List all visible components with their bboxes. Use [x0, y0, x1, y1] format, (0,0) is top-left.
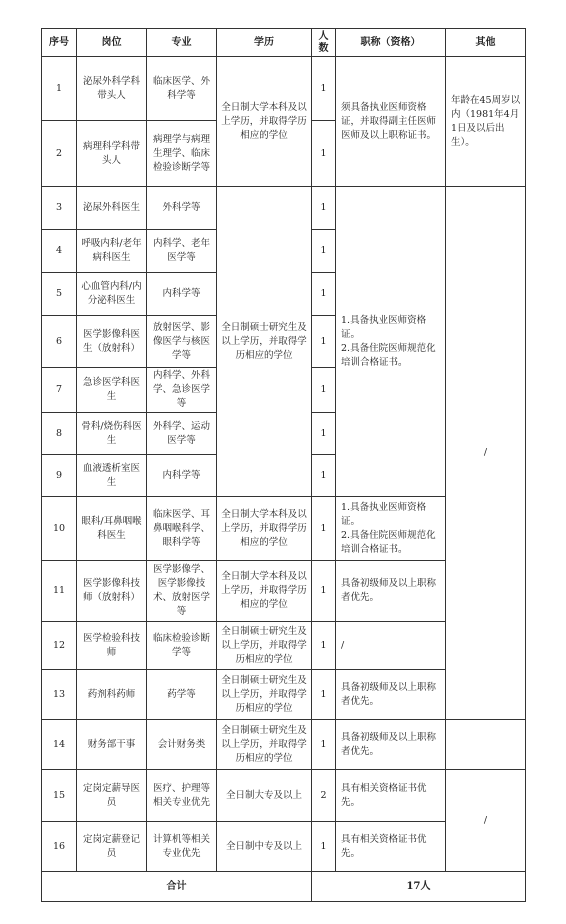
row-count: 1 [312, 368, 336, 413]
row-title-qualification: 具备初级师及以上职称者优先。 [336, 561, 446, 622]
row-other: / [446, 187, 526, 720]
row-title-qualification: / [336, 622, 446, 670]
row-count: 2 [312, 770, 336, 822]
row-major: 外科学、运动医学等 [147, 413, 217, 455]
row-title-qualification: 具有相关资格证书优先。 [336, 770, 446, 822]
row-position: 医学影像科医生（放射科） [77, 316, 147, 368]
row-education: 全日制大专及以上 [217, 770, 312, 822]
row-position: 病理科学科带头人 [77, 121, 147, 187]
header-title-qualification: 职称（资格） [336, 29, 446, 57]
row-title-qualification: 1.具备执业医师资格证。 2.具备住院医师规范化培训合格证书。 [336, 497, 446, 561]
row-position: 骨科/烧伤科医生 [77, 413, 147, 455]
row-other: 年龄在45周岁以内（1981年4月1日及以后出生）。 [446, 57, 526, 187]
row-no: 4 [42, 230, 77, 273]
row-education: 全日制硕士研究生及以上学历，并取得学历相应的学位 [217, 187, 312, 497]
row-major: 药学等 [147, 670, 217, 720]
row-major: 外科学等 [147, 187, 217, 230]
row-title-qualification: 1.具备执业医师资格证。 2.具备住院医师规范化培训合格证书。 [336, 187, 446, 497]
header-no: 序号 [42, 29, 77, 57]
row-no: 11 [42, 561, 77, 622]
total-label: 合计 [42, 872, 312, 902]
row-major: 内科学、外科学、急诊医学等 [147, 368, 217, 413]
row-no: 8 [42, 413, 77, 455]
row-title-qualification: 须具备执业医师资格证，并取得副主任医师医师及以上职称证书。 [336, 57, 446, 187]
row-count: 1 [312, 316, 336, 368]
row-major: 医学影像学、医学影像技术、放射医学等 [147, 561, 217, 622]
row-position: 急诊医学科医生 [77, 368, 147, 413]
header-major: 专业 [147, 29, 217, 57]
row-other: / [446, 770, 526, 872]
row-no: 15 [42, 770, 77, 822]
row-position: 眼科/耳鼻咽喉科医生 [77, 497, 147, 561]
table-row [42, 187, 526, 230]
row-count: 1 [312, 57, 336, 121]
row-major: 病理学与病理生理学、临床检验诊断学等 [147, 121, 217, 187]
row-major: 临床检验诊断学等 [147, 622, 217, 670]
row-no: 14 [42, 720, 77, 770]
row-position: 医学检验科技师 [77, 622, 147, 670]
row-major: 医疗、护理等相关专业优先 [147, 770, 217, 822]
table-row [42, 57, 526, 121]
total-value: 17人 [312, 872, 526, 902]
row-position: 定岗定薪导医员 [77, 770, 147, 822]
row-count: 1 [312, 822, 336, 872]
row-position: 呼吸内科/老年病科医生 [77, 230, 147, 273]
recruitment-table [41, 28, 526, 902]
row-count: 1 [312, 121, 336, 187]
row-count: 1 [312, 561, 336, 622]
row-title-qualification: 具备初级师及以上职称者优先。 [336, 670, 446, 720]
row-education: 全日制硕士研究生及以上学历，并取得学历相应的学位 [217, 622, 312, 670]
row-count: 1 [312, 622, 336, 670]
row-major: 内科学等 [147, 455, 217, 497]
header-position: 岗位 [77, 29, 147, 57]
row-no: 3 [42, 187, 77, 230]
row-no: 6 [42, 316, 77, 368]
header-other: 其他 [446, 29, 526, 57]
row-no: 13 [42, 670, 77, 720]
row-count: 1 [312, 230, 336, 273]
row-no: 5 [42, 273, 77, 316]
row-position: 血液透析室医生 [77, 455, 147, 497]
row-position: 药剂科药师 [77, 670, 147, 720]
row-major: 临床医学、外科学等 [147, 57, 217, 121]
total-row [42, 872, 526, 902]
row-major: 放射医学、影像医学与核医学等 [147, 316, 217, 368]
row-education: 全日制大学本科及以上学历，并取得学历相应的学位 [217, 561, 312, 622]
header-education: 学历 [217, 29, 312, 57]
row-no: 12 [42, 622, 77, 670]
row-position: 定岗定薪登记员 [77, 822, 147, 872]
row-major: 计算机等相关专业优先 [147, 822, 217, 872]
row-education: 全日制大学本科及以上学历，并取得学历相应的学位 [217, 57, 312, 187]
row-education: 全日制硕士研究生及以上学历，并取得学历相应的学位 [217, 720, 312, 770]
row-position: 财务部干事 [77, 720, 147, 770]
row-position: 心血管内科/内分泌科医生 [77, 273, 147, 316]
header-count: 人数 [312, 29, 336, 57]
row-education: 全日制中专及以上 [217, 822, 312, 872]
row-no: 2 [42, 121, 77, 187]
row-no: 7 [42, 368, 77, 413]
row-count: 1 [312, 273, 336, 316]
row-no: 10 [42, 497, 77, 561]
row-major: 临床医学、耳鼻咽喉科学、眼科学等 [147, 497, 217, 561]
table-row [42, 720, 526, 770]
row-position: 医学影像科技师（放射科） [77, 561, 147, 622]
row-title-qualification: 具备初级师及以上职称者优先。 [336, 720, 446, 770]
row-count: 1 [312, 497, 336, 561]
row-position: 泌尿外科学科带头人 [77, 57, 147, 121]
row-count: 1 [312, 413, 336, 455]
row-education: 全日制硕士研究生及以上学历，并取得学历相应的学位 [217, 670, 312, 720]
row-position: 泌尿外科医生 [77, 187, 147, 230]
row-no: 9 [42, 455, 77, 497]
row-major: 会计财务类 [147, 720, 217, 770]
row-no: 1 [42, 57, 77, 121]
row-count: 1 [312, 720, 336, 770]
row-count: 1 [312, 187, 336, 230]
row-count: 1 [312, 455, 336, 497]
row-count: 1 [312, 670, 336, 720]
row-education: 全日制大学本科及以上学历，并取得学历相应的学位 [217, 497, 312, 561]
row-no: 16 [42, 822, 77, 872]
row-title-qualification: 具有相关资格证书优先。 [336, 822, 446, 872]
row-major: 内科学等 [147, 273, 217, 316]
header-row [42, 29, 526, 57]
table-row [42, 770, 526, 822]
row-major: 内科学、老年医学等 [147, 230, 217, 273]
